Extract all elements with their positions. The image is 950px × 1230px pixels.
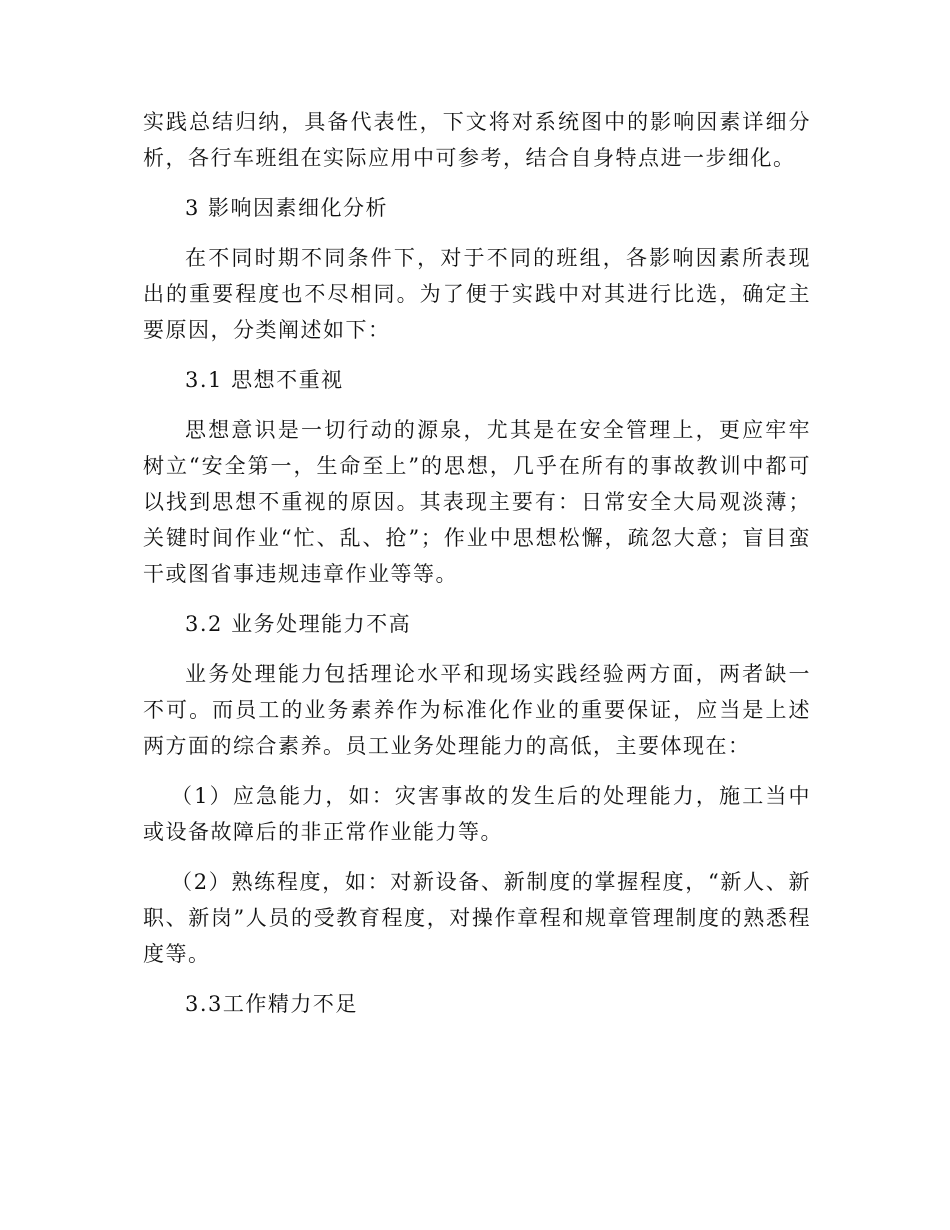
list-item-proficiency: （2）熟练程度，如：对新设备、新制度的掌握程度，“新人、新职、新岗”人员的受教育程度，对操作章程和规章管理制度的熟悉程度等。 xyxy=(143,870,811,966)
section-heading-3: 3 影响因素细化分析 xyxy=(185,196,389,220)
paragraph-continuation: 实践总结归纳，具备代表性，下文将对系统图中的影响因素详细分析，各行车班组在实际应用中可参考，结合自身特点进一步细化。 xyxy=(143,110,811,170)
paragraph-thinking: 思想意识是一切行动的源泉，尤其是在安全管理上，更应牢牢树立“安全第一，生命至上”的思想，几乎在所有的事故教训中都可以找到思想不重视的原因。其表现主要有：日常安全大局观淡薄；关键时间作业“忙、乱、抢”；作业中思想松懈，疏忽大意；盲目蛮干或图省事违规违章作业等等。 xyxy=(143,418,811,586)
subsection-heading-3-3: 3.3工作精力不足 xyxy=(185,992,358,1016)
paragraph-business-ability: 业务处理能力包括理论水平和现场实践经验两方面，两者缺一不可。而员工的业务素养作为标准化作业的重要保证，应当是上述两方面的综合素养。员工业务处理能力的高低，主要体现在： xyxy=(143,662,811,758)
paragraph-intro: 在不同时期不同条件下，对于不同的班组，各影响因素所表现出的重要程度也不尽相同。为了便于实践中对其进行比选，确定主要原因，分类阐述如下： xyxy=(143,246,811,342)
list-item-emergency-ability: （1）应急能力，如：灾害事故的发生后的处理能力，施工当中或设备故障后的非正常作业能力等。 xyxy=(143,784,811,844)
subsection-heading-3-2: 3.2 业务处理能力不高 xyxy=(185,612,412,636)
subsection-heading-3-1: 3.1 思想不重视 xyxy=(185,368,344,392)
document-body xyxy=(143,104,811,1036)
